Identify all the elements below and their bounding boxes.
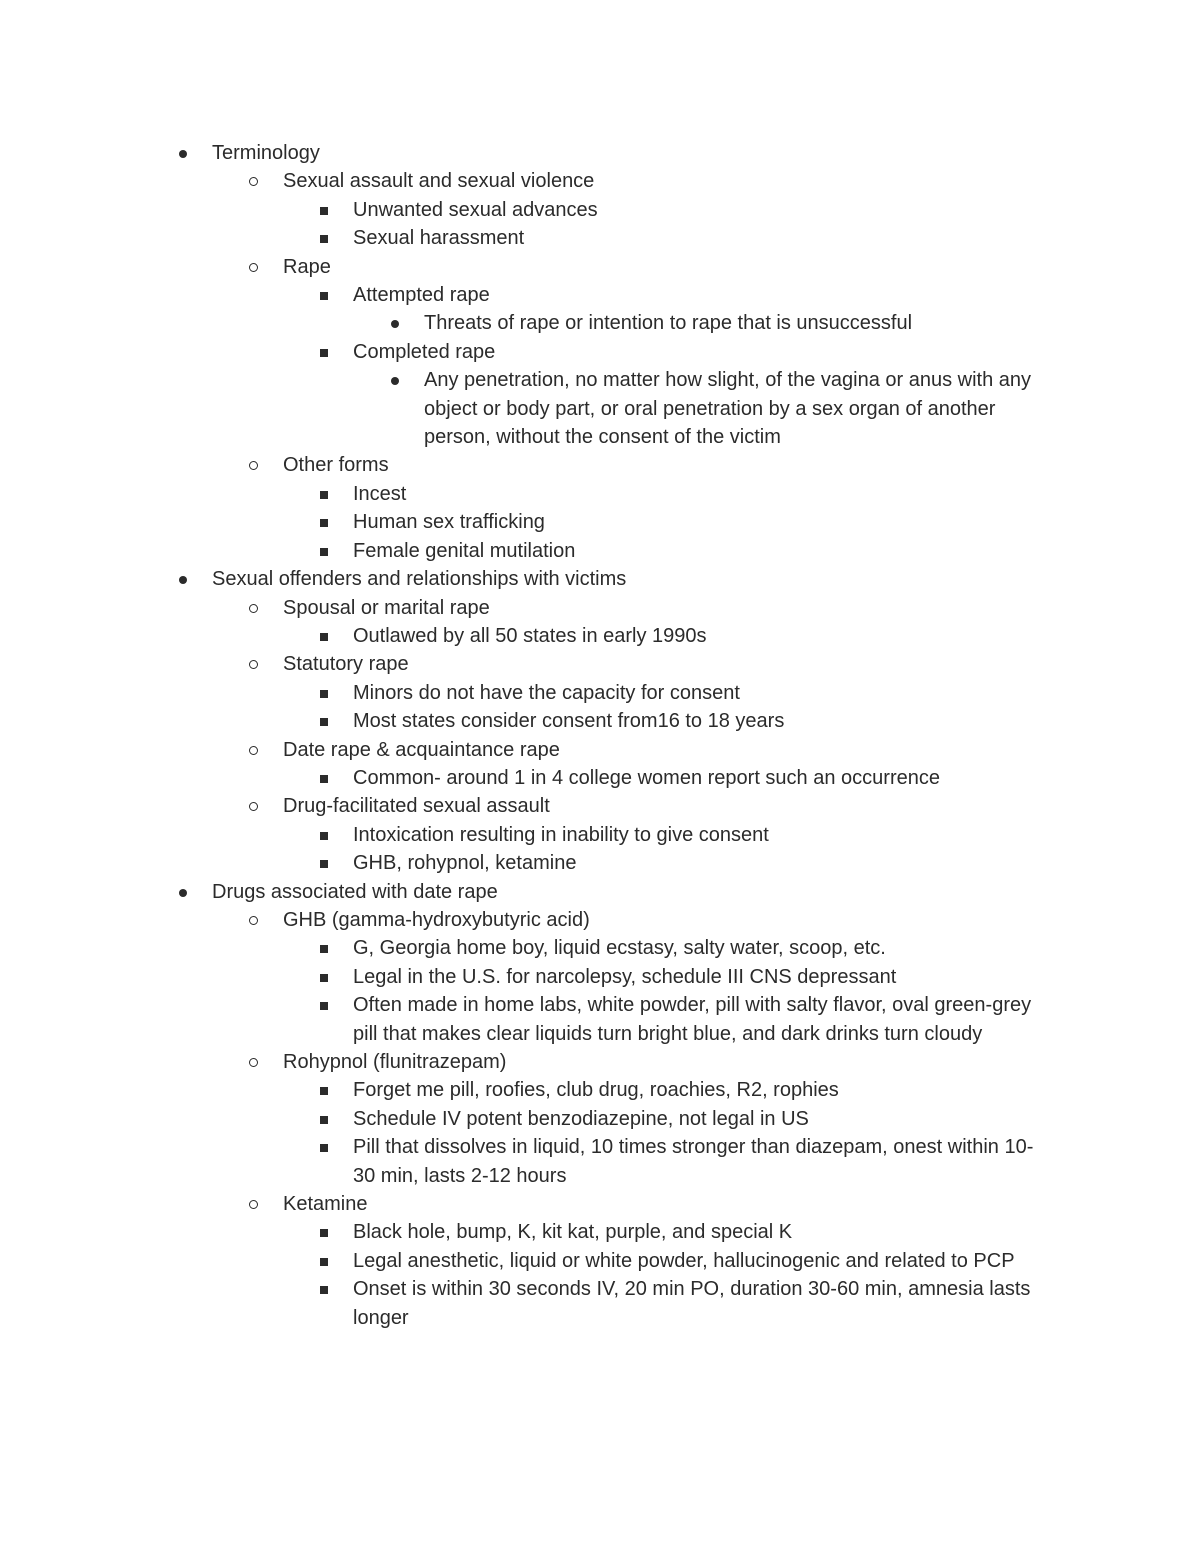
outline-text: Sexual offenders and relationships with victims: [212, 568, 627, 591]
outline-item: [283, 594, 1063, 622]
square-bullet-icon: [320, 832, 328, 840]
circle-bullet-icon: [249, 604, 258, 613]
outline-text: Drugs associated with date rape: [212, 880, 498, 903]
circle-bullet-icon: [249, 177, 258, 186]
outline-item: [353, 508, 1053, 536]
outline-item: [353, 1133, 1053, 1190]
outline-text: Statutory rape: [283, 653, 409, 676]
outline-text: Threats of rape or intention to rape that is unsuccessful: [424, 312, 913, 335]
outline-text: Rohypnol (flunitrazepam): [283, 1051, 507, 1073]
outline-item: [283, 906, 1063, 934]
outline-text: Ketamine: [283, 1193, 368, 1216]
circle-bullet-icon: [249, 660, 258, 669]
outline-item: [283, 451, 1063, 479]
outline-text: Unwanted sexual advances: [353, 198, 598, 221]
outline-item: [283, 650, 1063, 678]
outline-item: [353, 1105, 1053, 1133]
outline-text: Any penetration, no matter how slight, of the vagina or anus with any object or body part, or oral penetration by a sex organ of another person, without the consent of the victim: [424, 369, 1032, 449]
outline-text: Often made in home labs, white powder, pill with salty flavor, oval green-grey pill that makes clear liquids turn bright blue, and dark drinks turn cloudy: [353, 994, 1032, 1045]
outline-item: [353, 764, 1053, 792]
outline-text: Minors do not have the capacity for consent: [353, 681, 740, 704]
outline-item: [424, 309, 1054, 337]
square-bullet-icon: [320, 548, 328, 556]
square-bullet-icon: [320, 974, 328, 982]
outline-text: Black hole, bump, K, kit kat, purple, and special K: [353, 1221, 793, 1244]
outline-item: [353, 1275, 1053, 1332]
outline-text: Rape: [283, 255, 331, 278]
outline-text: Female genital mutilation: [353, 539, 576, 562]
outline-item: [353, 1076, 1053, 1104]
outline-text: Completed rape: [353, 340, 496, 363]
outline-item: [424, 366, 1054, 451]
outline-item: [212, 139, 1062, 167]
disc-bullet-icon: [391, 320, 399, 328]
outline-item: [353, 849, 1053, 877]
outline-item: [353, 1218, 1053, 1246]
outline-item: [283, 792, 1063, 820]
outline-text: Spousal or marital rape: [283, 596, 490, 619]
square-bullet-icon: [320, 775, 328, 783]
square-bullet-icon: [320, 1286, 328, 1294]
square-bullet-icon: [320, 633, 328, 641]
outline-text: Pill that dissolves in liquid, 10 times stronger than diazepam, onest within 10-30 min, lasts 2-12 hours: [353, 1136, 1034, 1187]
outline-item: [353, 963, 1053, 991]
outline-text: Drug-facilitated sexual assault: [283, 795, 550, 818]
outline-text: Onset is within 30 seconds IV, 20 min PO, duration 30-60 min, amnesia lasts longer: [353, 1278, 1031, 1329]
circle-bullet-icon: [249, 461, 258, 470]
outline-text: Schedule IV potent benzodiazepine, not legal in US: [353, 1107, 809, 1130]
circle-bullet-icon: [249, 746, 258, 755]
disc-bullet-icon: [179, 889, 187, 897]
outline-text: Date rape & acquaintance rape: [283, 738, 560, 761]
square-bullet-icon: [320, 1258, 328, 1266]
document-page: [0, 139, 1200, 1332]
outline-item: [353, 991, 1053, 1048]
outline-item: [283, 253, 1063, 281]
square-bullet-icon: [320, 1116, 328, 1124]
square-bullet-icon: [320, 690, 328, 698]
square-bullet-icon: [320, 1002, 328, 1010]
outline-text: Terminology: [212, 142, 320, 164]
outline-text: G, Georgia home boy, liquid ecstasy, salty water, scoop, etc.: [353, 937, 886, 960]
circle-bullet-icon: [249, 1200, 258, 1209]
outline-item: [212, 878, 1062, 906]
outline-text: Sexual harassment: [353, 227, 525, 250]
outline-item: [283, 736, 1063, 764]
circle-bullet-icon: [249, 916, 258, 925]
square-bullet-icon: [320, 207, 328, 215]
square-bullet-icon: [320, 860, 328, 868]
outline-text: Human sex trafficking: [353, 511, 545, 534]
square-bullet-icon: [320, 235, 328, 243]
square-bullet-icon: [320, 718, 328, 726]
outline-item: [353, 281, 1053, 309]
disc-bullet-icon: [391, 377, 399, 385]
square-bullet-icon: [320, 519, 328, 527]
outline-text: Outlawed by all 50 states in early 1990s: [353, 624, 707, 647]
outline-item: [212, 565, 1062, 593]
outline-item: [283, 1190, 1063, 1218]
square-bullet-icon: [320, 491, 328, 499]
disc-bullet-icon: [179, 576, 187, 584]
circle-bullet-icon: [249, 1058, 258, 1067]
outline-text: Legal in the U.S. for narcolepsy, schedule III CNS depressant: [353, 965, 897, 988]
square-bullet-icon: [320, 292, 328, 300]
square-bullet-icon: [320, 1229, 328, 1237]
circle-bullet-icon: [249, 263, 258, 272]
outline-item: [283, 1048, 1063, 1076]
outline-text: GHB (gamma-hydroxybutyric acid): [283, 908, 590, 931]
outline-item: [353, 821, 1053, 849]
outline-item: [353, 622, 1053, 650]
outline-text: Incest: [353, 482, 407, 505]
outline-text: GHB, rohypnol, ketamine: [353, 852, 577, 875]
outline-item: [283, 167, 1063, 195]
square-bullet-icon: [320, 1144, 328, 1152]
outline-item: [353, 707, 1053, 735]
outline-text: Intoxication resulting in inability to give consent: [353, 823, 769, 846]
outline-text: Legal anesthetic, liquid or white powder, hallucinogenic and related to PCP: [353, 1249, 1015, 1272]
outline-text: Other forms: [283, 454, 389, 477]
outline-item: [353, 679, 1053, 707]
outline-item: [353, 1247, 1053, 1275]
outline-text: Most states consider consent from16 to 18 years: [353, 710, 785, 733]
outline-item: [353, 537, 1053, 565]
outline-text: Attempted rape: [353, 284, 490, 307]
outline-item: [353, 338, 1053, 366]
square-bullet-icon: [320, 349, 328, 357]
disc-bullet-icon: [179, 150, 187, 158]
outline-item: [353, 196, 1053, 224]
outline-item: [353, 480, 1053, 508]
square-bullet-icon: [320, 1087, 328, 1095]
outline-text: Sexual assault and sexual violence: [283, 170, 595, 193]
circle-bullet-icon: [249, 802, 258, 811]
square-bullet-icon: [320, 945, 328, 953]
outline-text: Forget me pill, roofies, club drug, roachies, R2, rophies: [353, 1079, 839, 1102]
outline-item: [353, 224, 1053, 252]
outline-text: Common- around 1 in 4 college women report such an occurrence: [353, 766, 940, 789]
outline-item: [353, 934, 1053, 962]
